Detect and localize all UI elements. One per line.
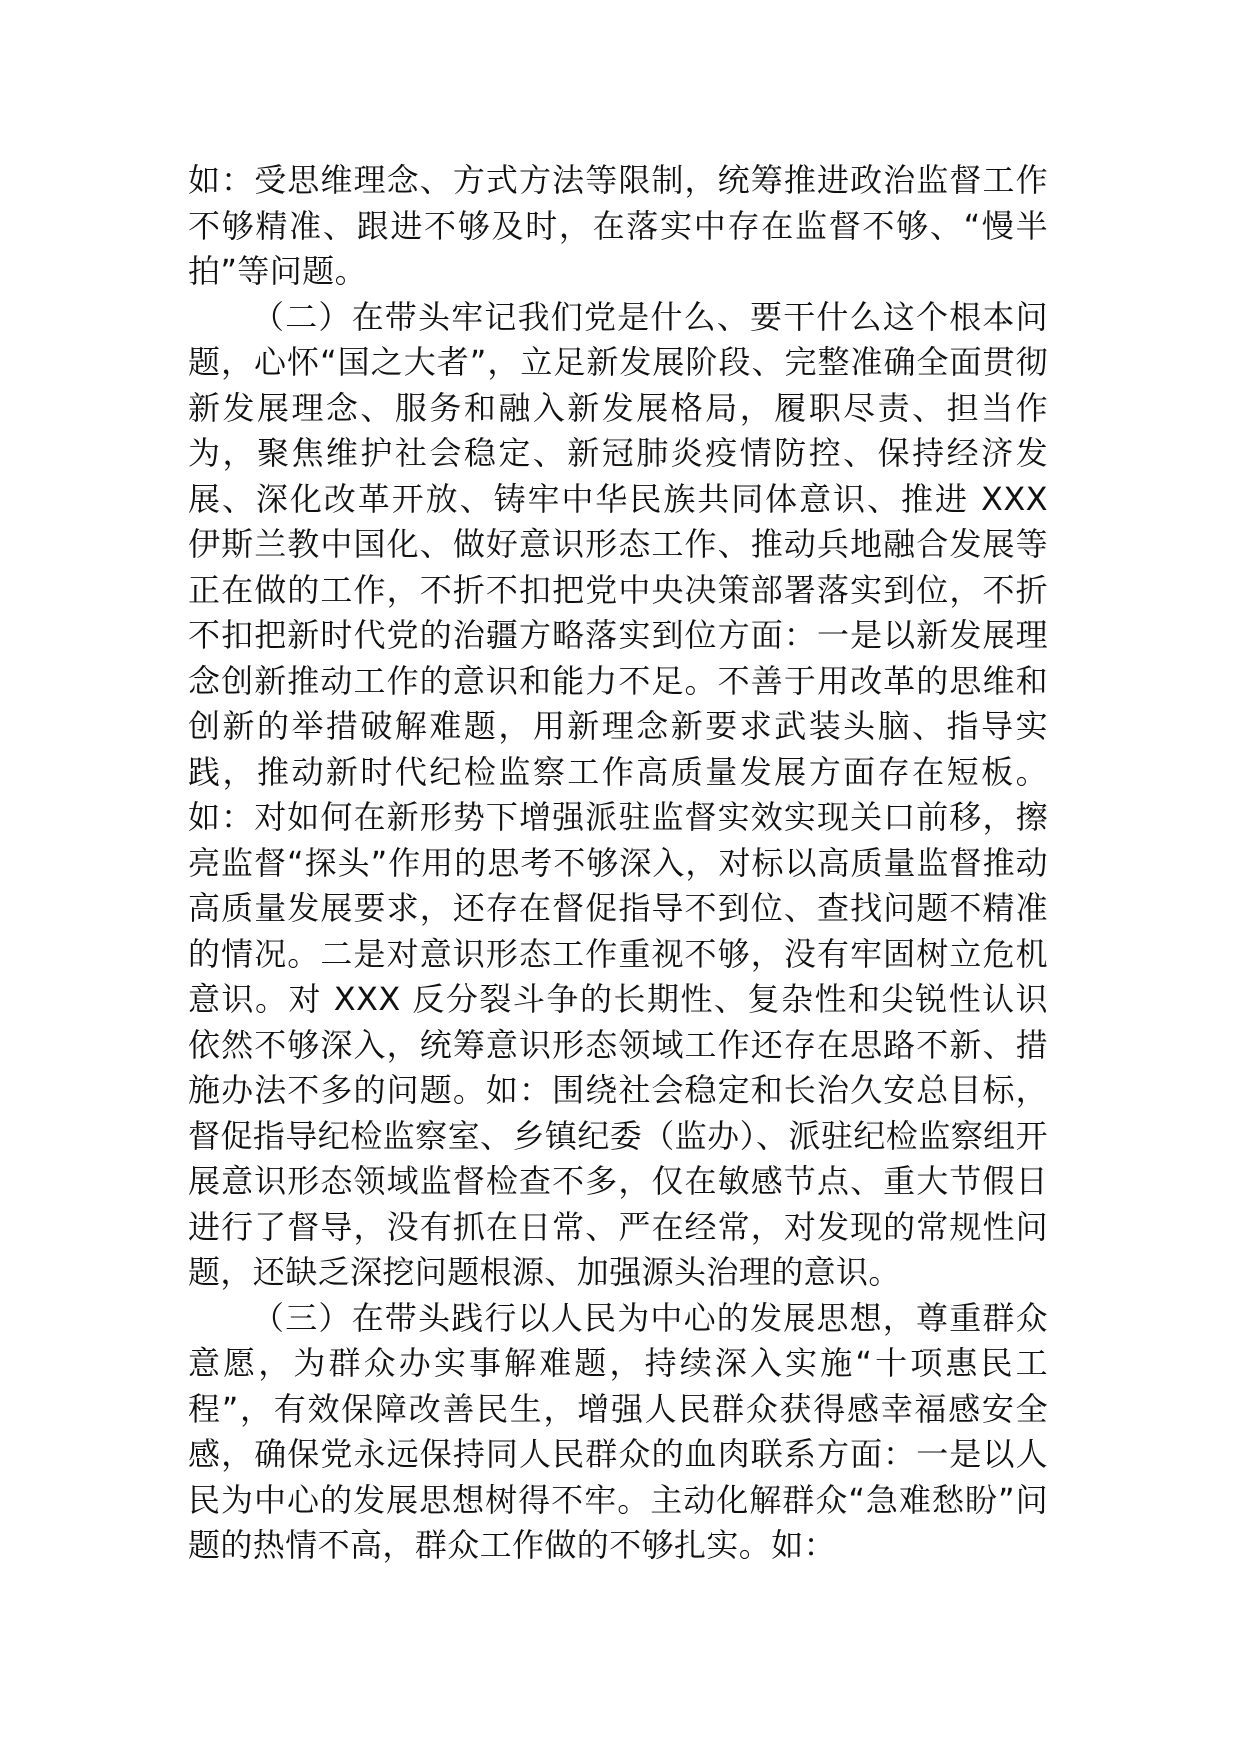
paragraph-3: （三）在带头践行以人民为中心的发展思想，尊重群众意愿，为群众办实事解难题，持续深入实施“十项惠民工程”，有效保障改善民生，增强人民群众获得感幸福感安全感，确保党永远保持同人民群众的血肉联系方面：一是以人民为中心的发展思想树得不牢。主动化解群众“急难愁盼”问题的热情不高，群众工作做的不够扎实。如： <box>188 1298 1048 1564</box>
paragraph-2: （二）在带头牢记我们党是什么、要干什么这个根本问题，心怀“国之大者”，立足新发展阶段、完整准确全面贯彻新发展理念、服务和融入新发展格局，履职尽责、担当作为，聚焦维护社会稳定、新冠肺炎疫情防控、保持经济发展、深化改革开放、铸牢中华民族共同体意识、推进 XXX 伊斯兰教中国化、做好意识形态工作、推动兵地融合发展等正在做的工作，不折不扣把党中央决策部署落实到位，不折不扣把新时代党的治疆方略落实到位方面：一是以新发展理念创新推动工作的意识和能力不足。不善于用改革的思维和创新的举措破解难题，用新理念新要求武装头脑、指导实践，推动新时代纪检监察工作高质量发展方面存在短板。如：对如何在新形势下增强派驻监督实效实现关口前移，擦亮监督“探头”作用的思考不够深入，对标以高质量监督推动高质量发展要求，还存在督促指导不到位、查找问题不精准的情况。二是对意识形态工作重视不够，没有牢固树立危机意识。对 XXX 反分裂斗争的长期性、复杂性和尖锐性认识依然不够深入，统筹意识形态领域工作还存在思路不新、措施办法不多的问题。如：围绕社会稳定和长治久安总目标，督促指导纪检监察室、乡镇纪委（监办）、派驻纪检监察组开展意识形态领域监督检查不多，仅在敏感节点、重大节假日进行了督导，没有抓在日常、严在经常，对发现的常规性问题，还缺乏深挖问题根源、加强源头治理的意识。 <box>188 297 1048 1291</box>
paragraph-1: 如：受思维理念、方式方法等限制，统筹推进政治监督工作不够精准、跟进不够及时，在落实中存在监督不够、“慢半拍”等问题。 <box>188 161 1048 290</box>
document-page <box>188 158 1048 1658</box>
